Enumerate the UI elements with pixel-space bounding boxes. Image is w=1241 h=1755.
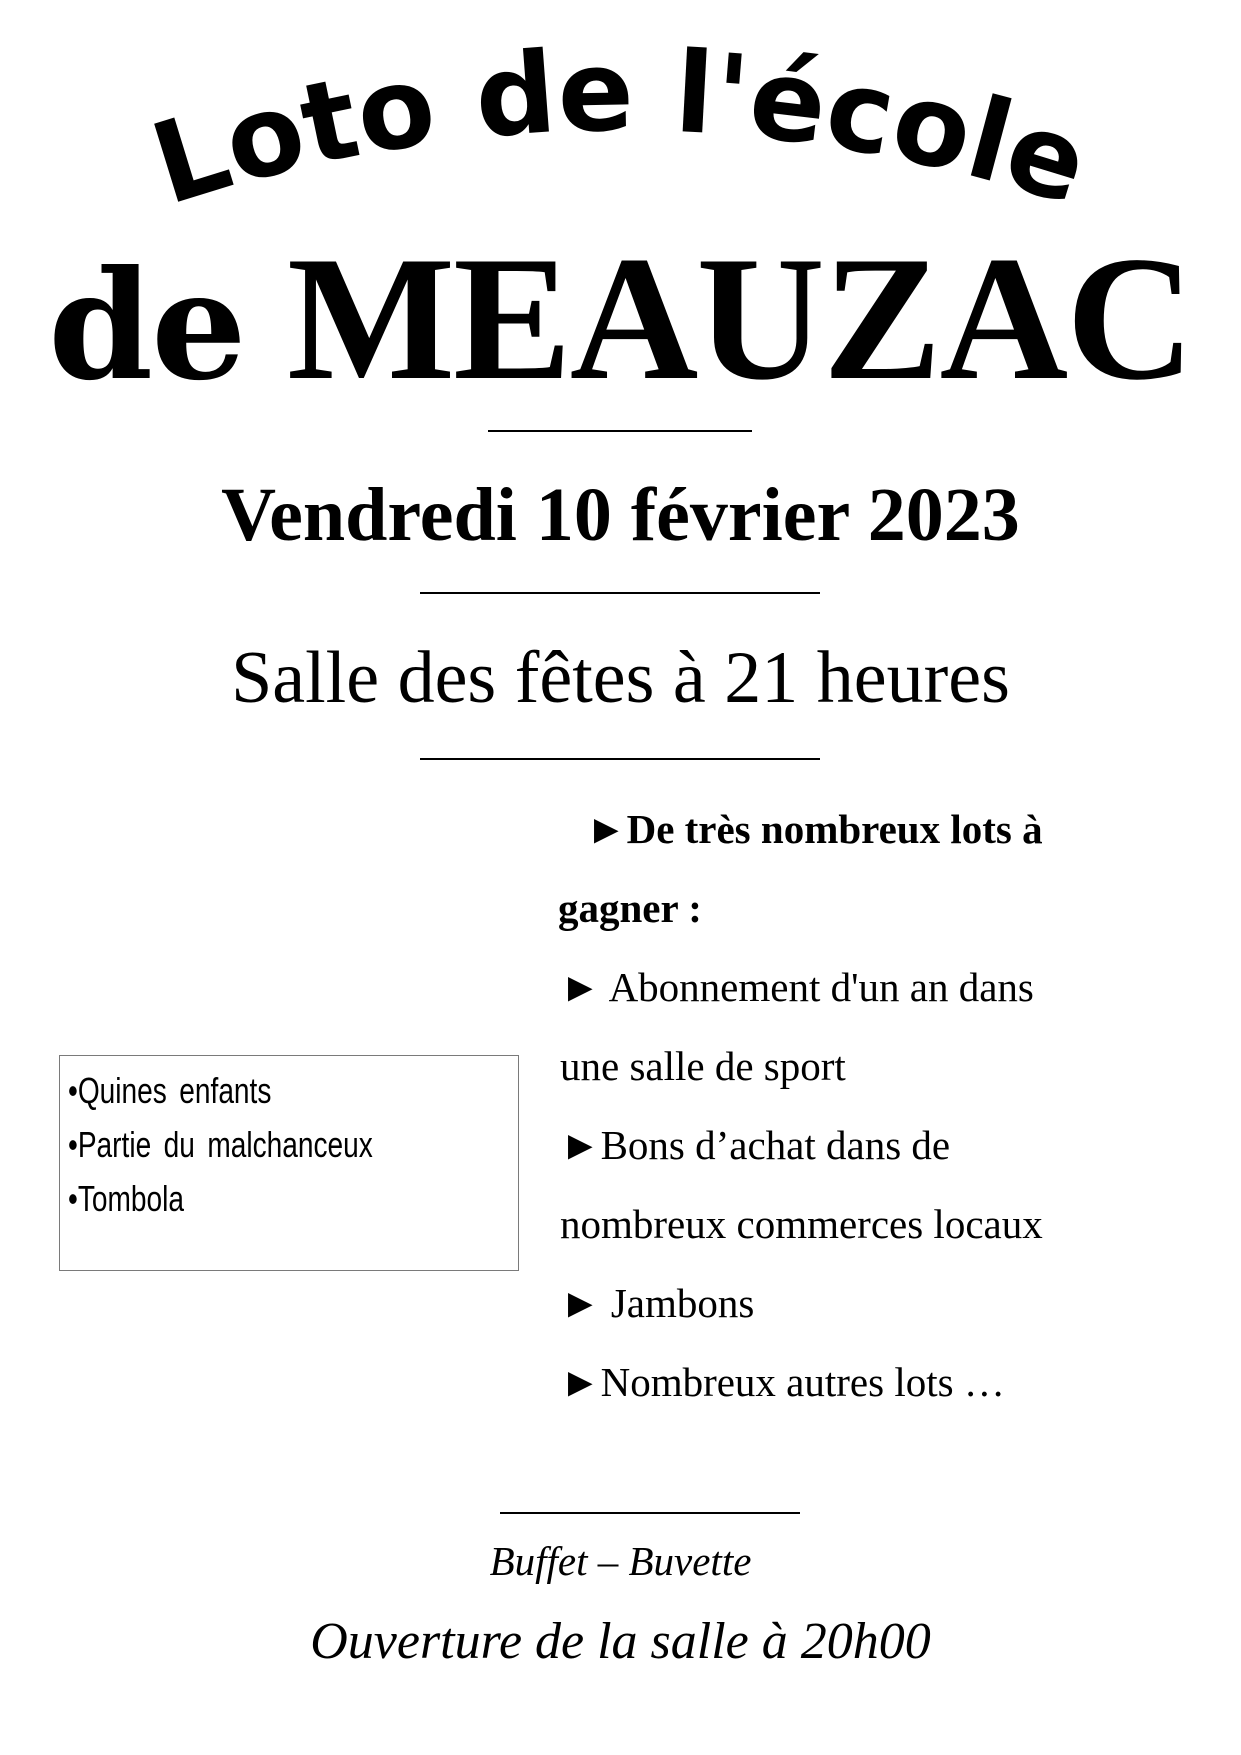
prize-item: ►Bons d’achat dans de xyxy=(560,1122,951,1168)
title-line2-prefix: de xyxy=(48,238,245,414)
prizes-heading-line2: gagner : xyxy=(558,885,702,931)
poster-title-arc xyxy=(0,40,1241,240)
prizes-heading-line1: ►De très nombreux lots à xyxy=(586,806,1043,852)
prize-item: nombreux commerces locaux xyxy=(560,1201,1043,1247)
divider-4 xyxy=(500,1512,800,1514)
title-line1 xyxy=(138,40,1102,231)
prize-item: ► Jambons xyxy=(560,1280,755,1326)
extras-item: •Quines enfants xyxy=(68,1070,272,1111)
title-line2-town: MEAUZAC xyxy=(287,219,1193,417)
divider-1 xyxy=(488,430,752,432)
event-venue: Salle des fêtes à 21 heures xyxy=(231,637,1010,719)
prizes-list xyxy=(560,790,1220,1422)
prize-item: ►Nombreux autres lots … xyxy=(560,1359,1005,1405)
extras-item: •Tombola xyxy=(68,1178,184,1219)
prize-item: ► Abonnement d'un an dans xyxy=(560,964,1034,1010)
prize-item: une salle de sport xyxy=(560,1043,846,1089)
event-date: Vendredi 10 février 2023 xyxy=(221,473,1020,557)
extras-item: •Partie du malchanceux xyxy=(68,1124,373,1165)
title-line2 xyxy=(0,219,1241,417)
opening-time: Ouverture de la salle à 20h00 xyxy=(310,1613,931,1670)
divider-3 xyxy=(420,758,820,760)
buffet-text: Buffet – Buvette xyxy=(489,1538,752,1584)
extras-box xyxy=(59,1055,519,1271)
title-line1-path: Loto de l'école xyxy=(138,40,1102,231)
divider-2 xyxy=(420,592,820,594)
